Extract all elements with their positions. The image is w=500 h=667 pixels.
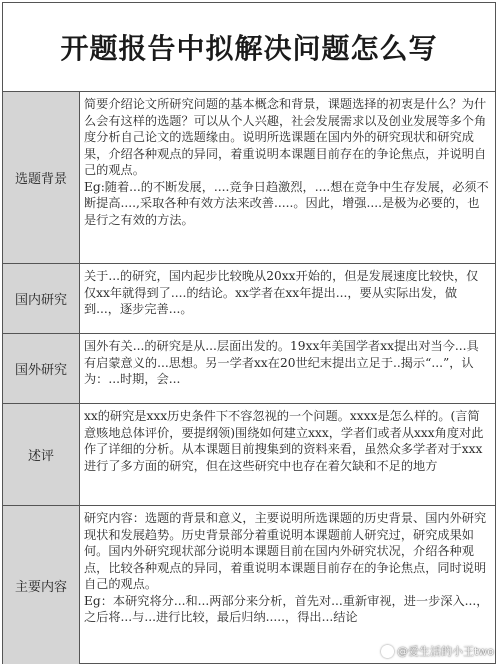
table-row-domestic-research xyxy=(3,264,495,334)
report-table xyxy=(2,2,496,664)
table-row-foreign-research xyxy=(3,334,495,404)
page-title: 开题报告中拟解决问题怎么写 xyxy=(60,32,438,65)
watermark xyxy=(381,643,494,659)
content-paragraph: 国外有关...的研究是从...层面出发的。19xx年美国学者xx提出对当今...具有启蒙意义的...思想。另一学者xx在20世纪末提出立足于..揭示“...”，认为：...时期，会... xyxy=(84,339,479,386)
row-content xyxy=(80,506,495,664)
row-label: 主要内容 xyxy=(3,506,80,664)
row-label: 选题背景 xyxy=(3,92,80,263)
content-paragraph: 关于...的研究，国内起步比较晚从20xx开始的，但是发展速度比较快，仅仅xx年就得到了....的结论。xx学者在xx年提出...，要从实际出发，做到...，逐步完善...。 xyxy=(84,269,479,316)
row-label: 述评 xyxy=(3,404,80,505)
content-paragraph: 研究内容：选题的背景和意义，主要说明所选课题的历史背景、国内外研究现状和发展趋势。历史背景部分着重说明本课题前人研究过，研究成果如何。国内外研究现状部分说明本课题目前在国内外研究状况，介绍各种观点，比较各种观点的异同，着重说明本课题目前存在的争论焦点，同时说明自己的观点。 xyxy=(84,511,487,591)
content-paragraph: Eg:随着...的不断发展，....竞争日趋激烈，....想在竞争中生存发展，必须不断提高....,采取各种有效方法来改善.....。因此，增强....是极为必要的，也是行之有效的方法。 xyxy=(84,179,489,227)
camera-icon xyxy=(381,645,394,658)
table-row-main-content xyxy=(3,506,495,664)
watermark-text: @爱生活的小王two xyxy=(396,645,494,658)
row-content xyxy=(80,92,495,263)
table-row-background xyxy=(3,92,495,264)
table-row-review xyxy=(3,404,495,506)
row-content xyxy=(80,334,495,403)
content-paragraph: xx的研究是xxx历史条件下不容忽视的一个问题。xxxx是怎么样的。(言简意赅地总体评价，要提纲领)围绕如何建立xxx，学者们或者从xxx角度对此作了详细的分析。从本课题目前搜集到的资料来看，虽然众多学者对于xxx进行了多方面的研究，但在这些研究中也存在着欠缺和不足的地方 xyxy=(84,409,484,473)
row-content xyxy=(80,404,495,505)
row-content xyxy=(80,264,495,333)
content-paragraph: Eg：本研究将分...和...两部分来分析，首先对...重新审视，进一步深入...，之后将...与...进行比较，最后归纳.....，得出...结论 xyxy=(84,593,489,624)
row-label: 国内研究 xyxy=(3,264,80,333)
content-paragraph: 简要介绍论文所研究问题的基本概念和背景，课题选择的初衷是什么？为什么会有这样的选题？可以从个人兴趣，社会发展需求以及创业发展等多个角度分析自己论文的选题缘由。说明所选课题在国内外的研究现状和研究成果，介绍各种观点的异同，着重说明本课题目前存在的争论焦点，并说明自己的观点。 xyxy=(84,97,487,177)
row-label: 国外研究 xyxy=(3,334,80,403)
title-row xyxy=(3,3,495,92)
